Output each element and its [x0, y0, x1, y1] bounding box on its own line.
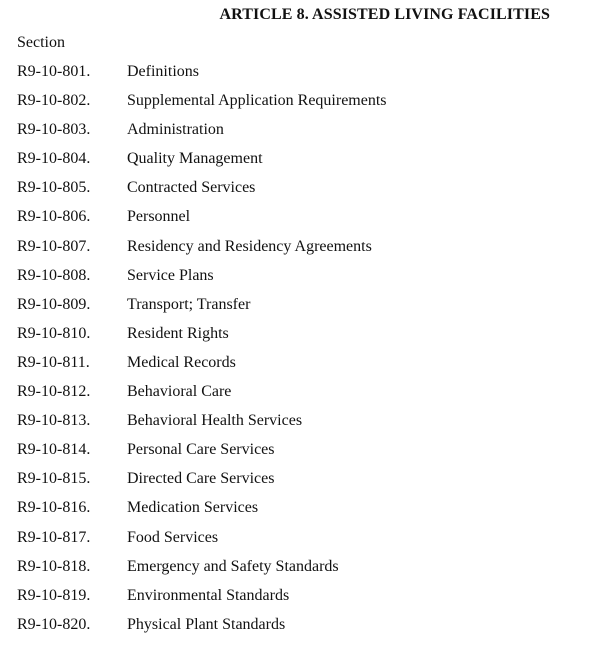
section-number: R9-10-813. [17, 412, 91, 430]
section-number: R9-10-803. [17, 121, 91, 139]
section-title: Contracted Services [127, 179, 256, 197]
section-row [17, 469, 387, 498]
section-row [17, 62, 387, 91]
section-number: R9-10-818. [17, 557, 91, 575]
section-number: R9-10-817. [17, 528, 91, 546]
section-title: Administration [127, 121, 224, 139]
section-title: Transport; Transfer [127, 295, 251, 313]
section-row [17, 557, 387, 586]
section-row [17, 528, 387, 557]
section-number: R9-10-815. [17, 470, 91, 488]
section-row [17, 237, 387, 266]
section-row [17, 91, 387, 120]
section-row [17, 586, 387, 615]
section-number: R9-10-819. [17, 586, 91, 604]
section-title: Definitions [127, 63, 199, 80]
section-title: Quality Management [127, 150, 263, 168]
section-row [17, 411, 387, 440]
section-row [17, 266, 387, 295]
section-number: R9-10-807. [17, 237, 91, 255]
section-row [17, 120, 387, 149]
section-row [17, 324, 387, 353]
section-title: Personal Care Services [127, 441, 275, 459]
section-number: R9-10-802. [17, 92, 91, 110]
section-number: R9-10-809. [17, 295, 91, 313]
section-number: R9-10-808. [17, 266, 91, 284]
section-title: Residency and Residency Agreements [127, 237, 372, 255]
section-title: Emergency and Safety Standards [127, 557, 339, 575]
section-title: Medical Records [127, 353, 236, 371]
section-title: Environmental Standards [127, 586, 290, 604]
section-row [17, 615, 387, 644]
section-row [17, 178, 387, 207]
article-title: ARTICLE 8. ASSISTED LIVING FACILITIES [219, 6, 550, 23]
section-title: Service Plans [127, 266, 214, 284]
section-row [17, 440, 387, 469]
section-row [17, 207, 387, 236]
section-number: R9-10-810. [17, 324, 91, 342]
section-title: Personnel [127, 208, 191, 226]
section-number: R9-10-816. [17, 499, 91, 517]
section-heading: Section [17, 34, 65, 51]
section-number: R9-10-812. [17, 383, 91, 401]
section-title: Resident Rights [127, 324, 229, 342]
section-title: Behavioral Health Services [127, 412, 303, 430]
section-row [17, 295, 387, 324]
section-number: R9-10-820. [17, 615, 91, 633]
section-title: Directed Care Services [127, 470, 275, 488]
section-number: R9-10-804. [17, 150, 91, 168]
section-row [17, 149, 387, 178]
section-title: Medication Services [127, 499, 259, 517]
section-number: R9-10-806. [17, 208, 91, 226]
section-number: R9-10-801. [17, 63, 91, 80]
section-number: R9-10-805. [17, 179, 91, 197]
section-title: Behavioral Care [127, 383, 232, 401]
section-row [17, 353, 387, 382]
section-title: Food Services [127, 528, 219, 546]
section-title: Supplemental Application Requirements [127, 92, 387, 110]
section-title: Physical Plant Standards [127, 615, 286, 633]
section-list [17, 62, 387, 644]
section-row [17, 382, 387, 411]
section-row [17, 498, 387, 527]
section-number: R9-10-811. [17, 353, 90, 371]
section-number: R9-10-814. [17, 441, 91, 459]
